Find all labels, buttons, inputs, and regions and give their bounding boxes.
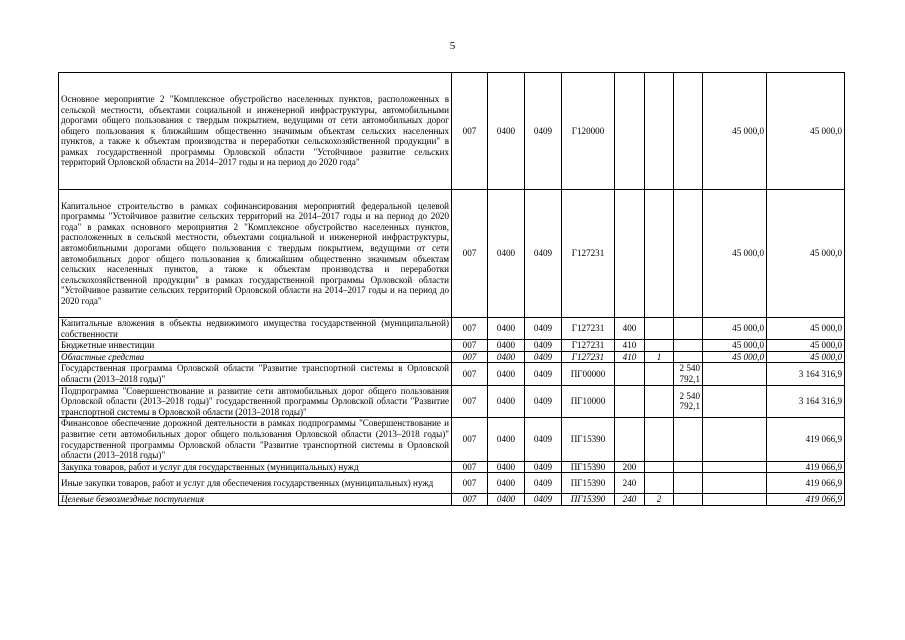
- expense-type-code: [615, 73, 645, 190]
- expense-type-code: [615, 190, 645, 318]
- amount-col-3: 45 000,0: [767, 340, 845, 352]
- amount-col-1: [674, 418, 703, 461]
- table-row: [59, 494, 845, 506]
- subsection-code: 0409: [525, 385, 562, 418]
- section-code: 0400: [488, 318, 525, 340]
- table-row: [59, 418, 845, 461]
- source-code: [645, 73, 674, 190]
- section-code: 0400: [488, 385, 525, 418]
- table-row: [59, 318, 845, 340]
- amount-col-3: 419 066,9: [767, 418, 845, 461]
- amount-col-3: 3 164 316,9: [767, 363, 845, 385]
- amount-col-1: [674, 340, 703, 352]
- row-name: Бюджетные инвестиции: [59, 340, 452, 352]
- subsection-code: 0409: [525, 318, 562, 340]
- section-code: 0400: [488, 494, 525, 506]
- target-article-code: ПГ10000: [562, 385, 615, 418]
- table-row: [59, 73, 845, 190]
- target-article-code: Г127231: [562, 351, 615, 363]
- amount-col-2: [703, 385, 767, 418]
- source-code: 2: [645, 494, 674, 506]
- source-code: [645, 340, 674, 352]
- source-code: [645, 418, 674, 461]
- amount-col-1: [674, 473, 703, 494]
- table-row: [59, 461, 845, 473]
- subsection-code: 0409: [525, 340, 562, 352]
- budget-table: [58, 72, 845, 506]
- row-name: Государственная программа Орловской области "Развитие транспортной системы в Орловской области (2013–2018 годы)": [59, 363, 452, 385]
- amount-col-2: [703, 461, 767, 473]
- amount-col-1: 2 540 792,1: [674, 385, 703, 418]
- amount-col-1: [674, 351, 703, 363]
- subsection-code: 0409: [525, 494, 562, 506]
- section-code: 0400: [488, 363, 525, 385]
- amount-col-2: 45 000,0: [703, 318, 767, 340]
- amount-col-2: 45 000,0: [703, 340, 767, 352]
- amount-col-3: 419 066,9: [767, 494, 845, 506]
- section-code: 0400: [488, 190, 525, 318]
- subsection-code: 0409: [525, 473, 562, 494]
- row-name: Основное мероприятие 2 "Комплексное обустройство населенных пунктов, расположенных в сельской местности, объектами социальной и инженерной инфраструктуры, автомобильными дорогами общего пользования с твердым покрытием, ведущими от сети автомобильных дорог общего пользования к ближайшим общественно значимым объектам сельских населенных пунктов, а также к объектам производства и переработки сельскохозяйственной продукции" в рамках государственной программы Орловской области "Устойчивое развитие сельских территорий Орловской области на 2014–2017 годы и на период до 2020 года": [59, 73, 452, 190]
- row-name: Подпрограмма "Совершенствование и развитие сети автомобильных дорог общего пользования Орловской области (2013–2018 годы)" государственной программы Орловской области "Развитие транспортной системы в Орловской области (2013–2018 годы)": [59, 385, 452, 418]
- source-code: 1: [645, 351, 674, 363]
- grbs-code: 007: [452, 73, 488, 190]
- source-code: [645, 190, 674, 318]
- grbs-code: 007: [452, 461, 488, 473]
- source-code: [645, 385, 674, 418]
- table-row: [59, 363, 845, 385]
- section-code: 0400: [488, 351, 525, 363]
- row-name: Капитальные вложения в объекты недвижимого имущества государственной (муниципальной) собственности: [59, 318, 452, 340]
- table-row: [59, 190, 845, 318]
- amount-col-1: [674, 318, 703, 340]
- target-article-code: Г127231: [562, 190, 615, 318]
- row-name: Капитальное строительство в рамках софинансирования мероприятий федеральной целевой программы "Устойчивое развитие сельских территорий на 2014–2017 годы и на период до 2020 года" в рамках основного мероприятия 2 "Комплексное обустройство населенных пунктов, расположенных в сельской местности, объектами социальной и инженерной инфраструктуры, автомобильными дорогами общего пользования с твердым покрытием, ведущими от сети автомобильных дорог общего пользования к ближайшим общественно значимым объектам сельских населенных пунктов, а также к объектам производства и переработки сельскохозяйственной продукции" в рамках государственной программы Орловской области "Устойчивое развитие сельских территорий Орловской области на 2014–2017 годы и на период до 2020 года": [59, 190, 452, 318]
- expense-type-code: 240: [615, 473, 645, 494]
- row-name: Целевые безвозмездные поступления: [59, 494, 452, 506]
- subsection-code: 0409: [525, 73, 562, 190]
- amount-col-1: [674, 461, 703, 473]
- page-number: 5: [449, 40, 456, 52]
- source-code: [645, 473, 674, 494]
- table-row: [59, 385, 845, 418]
- row-name: Финансовое обеспечение дорожной деятельности в рамках подпрограммы "Совершенствование и развитие сети автомобильных дорог общего пользования Орловской области (2013–2018 годы)" государственной программы Орловской области "Развитие транспортной системы в Орловской области (2013–2018 годы)": [59, 418, 452, 461]
- row-name: Закупка товаров, работ и услуг для государственных (муниципальных) нужд: [59, 461, 452, 473]
- subsection-code: 0409: [525, 418, 562, 461]
- row-name: Иные закупки товаров, работ и услуг для обеспечения государственных (муниципальных) нужд: [59, 473, 452, 494]
- amount-col-2: 45 000,0: [703, 73, 767, 190]
- amount-col-1: 2 540 792,1: [674, 363, 703, 385]
- subsection-code: 0409: [525, 351, 562, 363]
- target-article-code: ПГ15390: [562, 418, 615, 461]
- grbs-code: 007: [452, 418, 488, 461]
- target-article-code: Г120000: [562, 73, 615, 190]
- expense-type-code: 200: [615, 461, 645, 473]
- amount-col-2: [703, 418, 767, 461]
- target-article-code: ПГ00000: [562, 363, 615, 385]
- table-row: [59, 351, 845, 363]
- subsection-code: 0409: [525, 363, 562, 385]
- grbs-code: 007: [452, 494, 488, 506]
- expense-type-code: [615, 385, 645, 418]
- expense-type-code: [615, 363, 645, 385]
- grbs-code: 007: [452, 363, 488, 385]
- section-code: 0400: [488, 461, 525, 473]
- expense-type-code: 240: [615, 494, 645, 506]
- amount-col-3: 45 000,0: [767, 351, 845, 363]
- amount-col-3: 45 000,0: [767, 73, 845, 190]
- row-name: Областные средства: [59, 351, 452, 363]
- table-row: [59, 340, 845, 352]
- target-article-code: ПГ15390: [562, 461, 615, 473]
- amount-col-3: 419 066,9: [767, 473, 845, 494]
- target-article-code: Г127231: [562, 340, 615, 352]
- grbs-code: 007: [452, 385, 488, 418]
- source-code: [645, 363, 674, 385]
- grbs-code: 007: [452, 473, 488, 494]
- table-row: [59, 473, 845, 494]
- expense-type-code: [615, 418, 645, 461]
- amount-col-3: 419 066,9: [767, 461, 845, 473]
- grbs-code: 007: [452, 340, 488, 352]
- amount-col-2: 45 000,0: [703, 190, 767, 318]
- section-code: 0400: [488, 340, 525, 352]
- target-article-code: ПГ15390: [562, 473, 615, 494]
- section-code: 0400: [488, 473, 525, 494]
- amount-col-3: 45 000,0: [767, 190, 845, 318]
- expense-type-code: 410: [615, 351, 645, 363]
- amount-col-2: 45 000,0: [703, 351, 767, 363]
- budget-table-body: [59, 73, 845, 506]
- expense-type-code: 410: [615, 340, 645, 352]
- subsection-code: 0409: [525, 190, 562, 318]
- amount-col-2: [703, 363, 767, 385]
- grbs-code: 007: [452, 318, 488, 340]
- amount-col-1: [674, 73, 703, 190]
- target-article-code: Г127231: [562, 318, 615, 340]
- amount-col-1: [674, 190, 703, 318]
- subsection-code: 0409: [525, 461, 562, 473]
- source-code: [645, 318, 674, 340]
- amount-col-2: [703, 473, 767, 494]
- target-article-code: ПГ15390: [562, 494, 615, 506]
- source-code: [645, 461, 674, 473]
- amount-col-3: 3 164 316,9: [767, 385, 845, 418]
- expense-type-code: 400: [615, 318, 645, 340]
- grbs-code: 007: [452, 351, 488, 363]
- amount-col-1: [674, 494, 703, 506]
- amount-col-3: 45 000,0: [767, 318, 845, 340]
- section-code: 0400: [488, 418, 525, 461]
- grbs-code: 007: [452, 190, 488, 318]
- section-code: 0400: [488, 73, 525, 190]
- amount-col-2: [703, 494, 767, 506]
